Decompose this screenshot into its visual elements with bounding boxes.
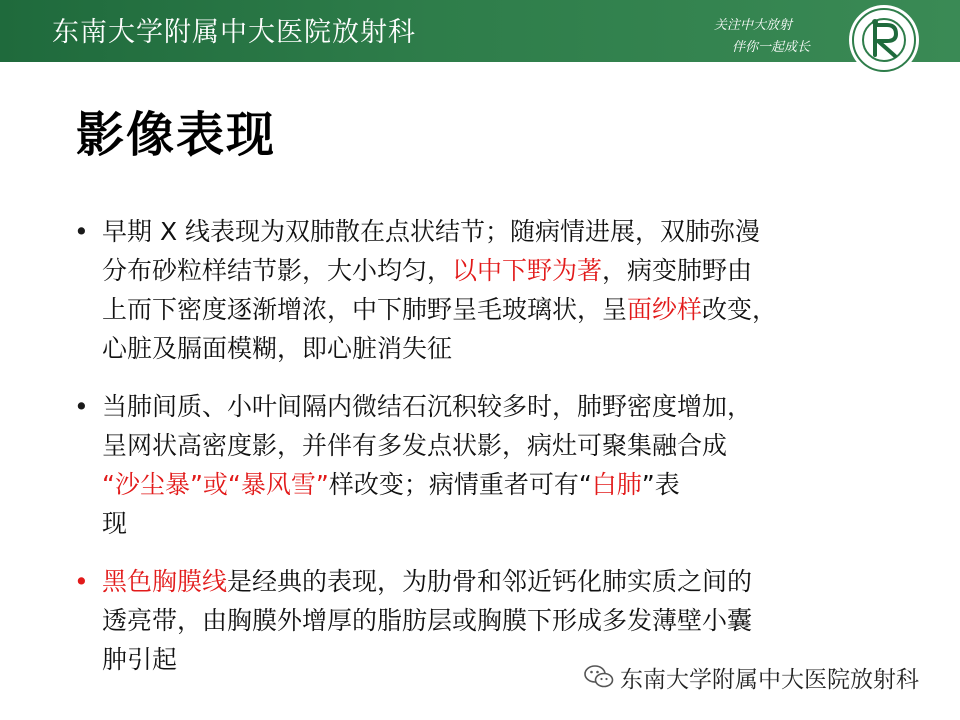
bullet-item <box>74 387 904 543</box>
body-text: 改变， <box>702 295 778 324</box>
header-title: 东南大学附属中大医院放射科 <box>52 17 416 48</box>
highlight-text: 以中下野为著 <box>452 256 603 285</box>
bullet-line <box>102 290 904 329</box>
body-text: 当肺间质、小叶间隔内微结石沉积较多时，肺野密度增加， <box>102 392 753 421</box>
body-text: 呈网状高密度影，并伴有多发点状影，病灶可聚集融合成 <box>102 431 728 460</box>
header-bar <box>0 0 960 62</box>
bullet-list <box>74 212 904 698</box>
wechat-icon <box>584 664 614 690</box>
body-text: 样改变；病情重者可有“ <box>328 470 592 499</box>
page-title: 影像表现 <box>76 107 277 163</box>
body-text: 上而下密度逐渐增浓，中下肺野呈毛玻璃状，呈 <box>102 295 628 324</box>
highlight-text: “沙尘暴”或“暴风雪” <box>102 470 329 499</box>
watermark <box>580 660 923 694</box>
hospital-logo-icon <box>847 3 921 77</box>
body-text: ，病变肺野由 <box>602 256 753 285</box>
highlight-text: 黑色胸膜线 <box>102 567 228 596</box>
body-text: 肿引起 <box>102 645 178 674</box>
body-text: 透亮带，由胸膜外增厚的脂肪层或胸膜下形成多发薄壁小囊 <box>102 606 753 635</box>
slogan-line-2: 伴你一起成长 <box>732 40 811 55</box>
bullet-line <box>102 562 904 601</box>
body-text: 是经典的表现，为肋骨和邻近钙化肺实质之间的 <box>227 567 753 596</box>
body-text: 心脏及膈面模糊，即心脏消失征 <box>102 334 453 363</box>
bullet-line <box>102 465 904 504</box>
bullet-line <box>102 329 904 368</box>
body-text: 现 <box>102 509 128 538</box>
bullet-line <box>102 504 904 543</box>
bullet-line <box>102 426 904 465</box>
bullet-line <box>102 601 904 640</box>
bullet-line <box>102 387 904 426</box>
body-text: ”表 <box>641 470 680 499</box>
bullet-line <box>102 212 904 251</box>
bullet-line <box>102 251 904 290</box>
highlight-text: 面纱样 <box>627 295 703 324</box>
bullet-item <box>74 212 904 368</box>
highlight-text: 白肺 <box>591 470 642 499</box>
watermark-text: 东南大学附属中大医院放射科 <box>620 666 919 693</box>
body-text: 早期 X 线表现为双肺散在点状结节；随病情进展，双肺弥漫 <box>102 217 761 246</box>
slogan-line-1: 关注中大放射 <box>714 18 793 33</box>
body-text: 分布砂粒样结节影，大小均匀， <box>102 256 453 285</box>
